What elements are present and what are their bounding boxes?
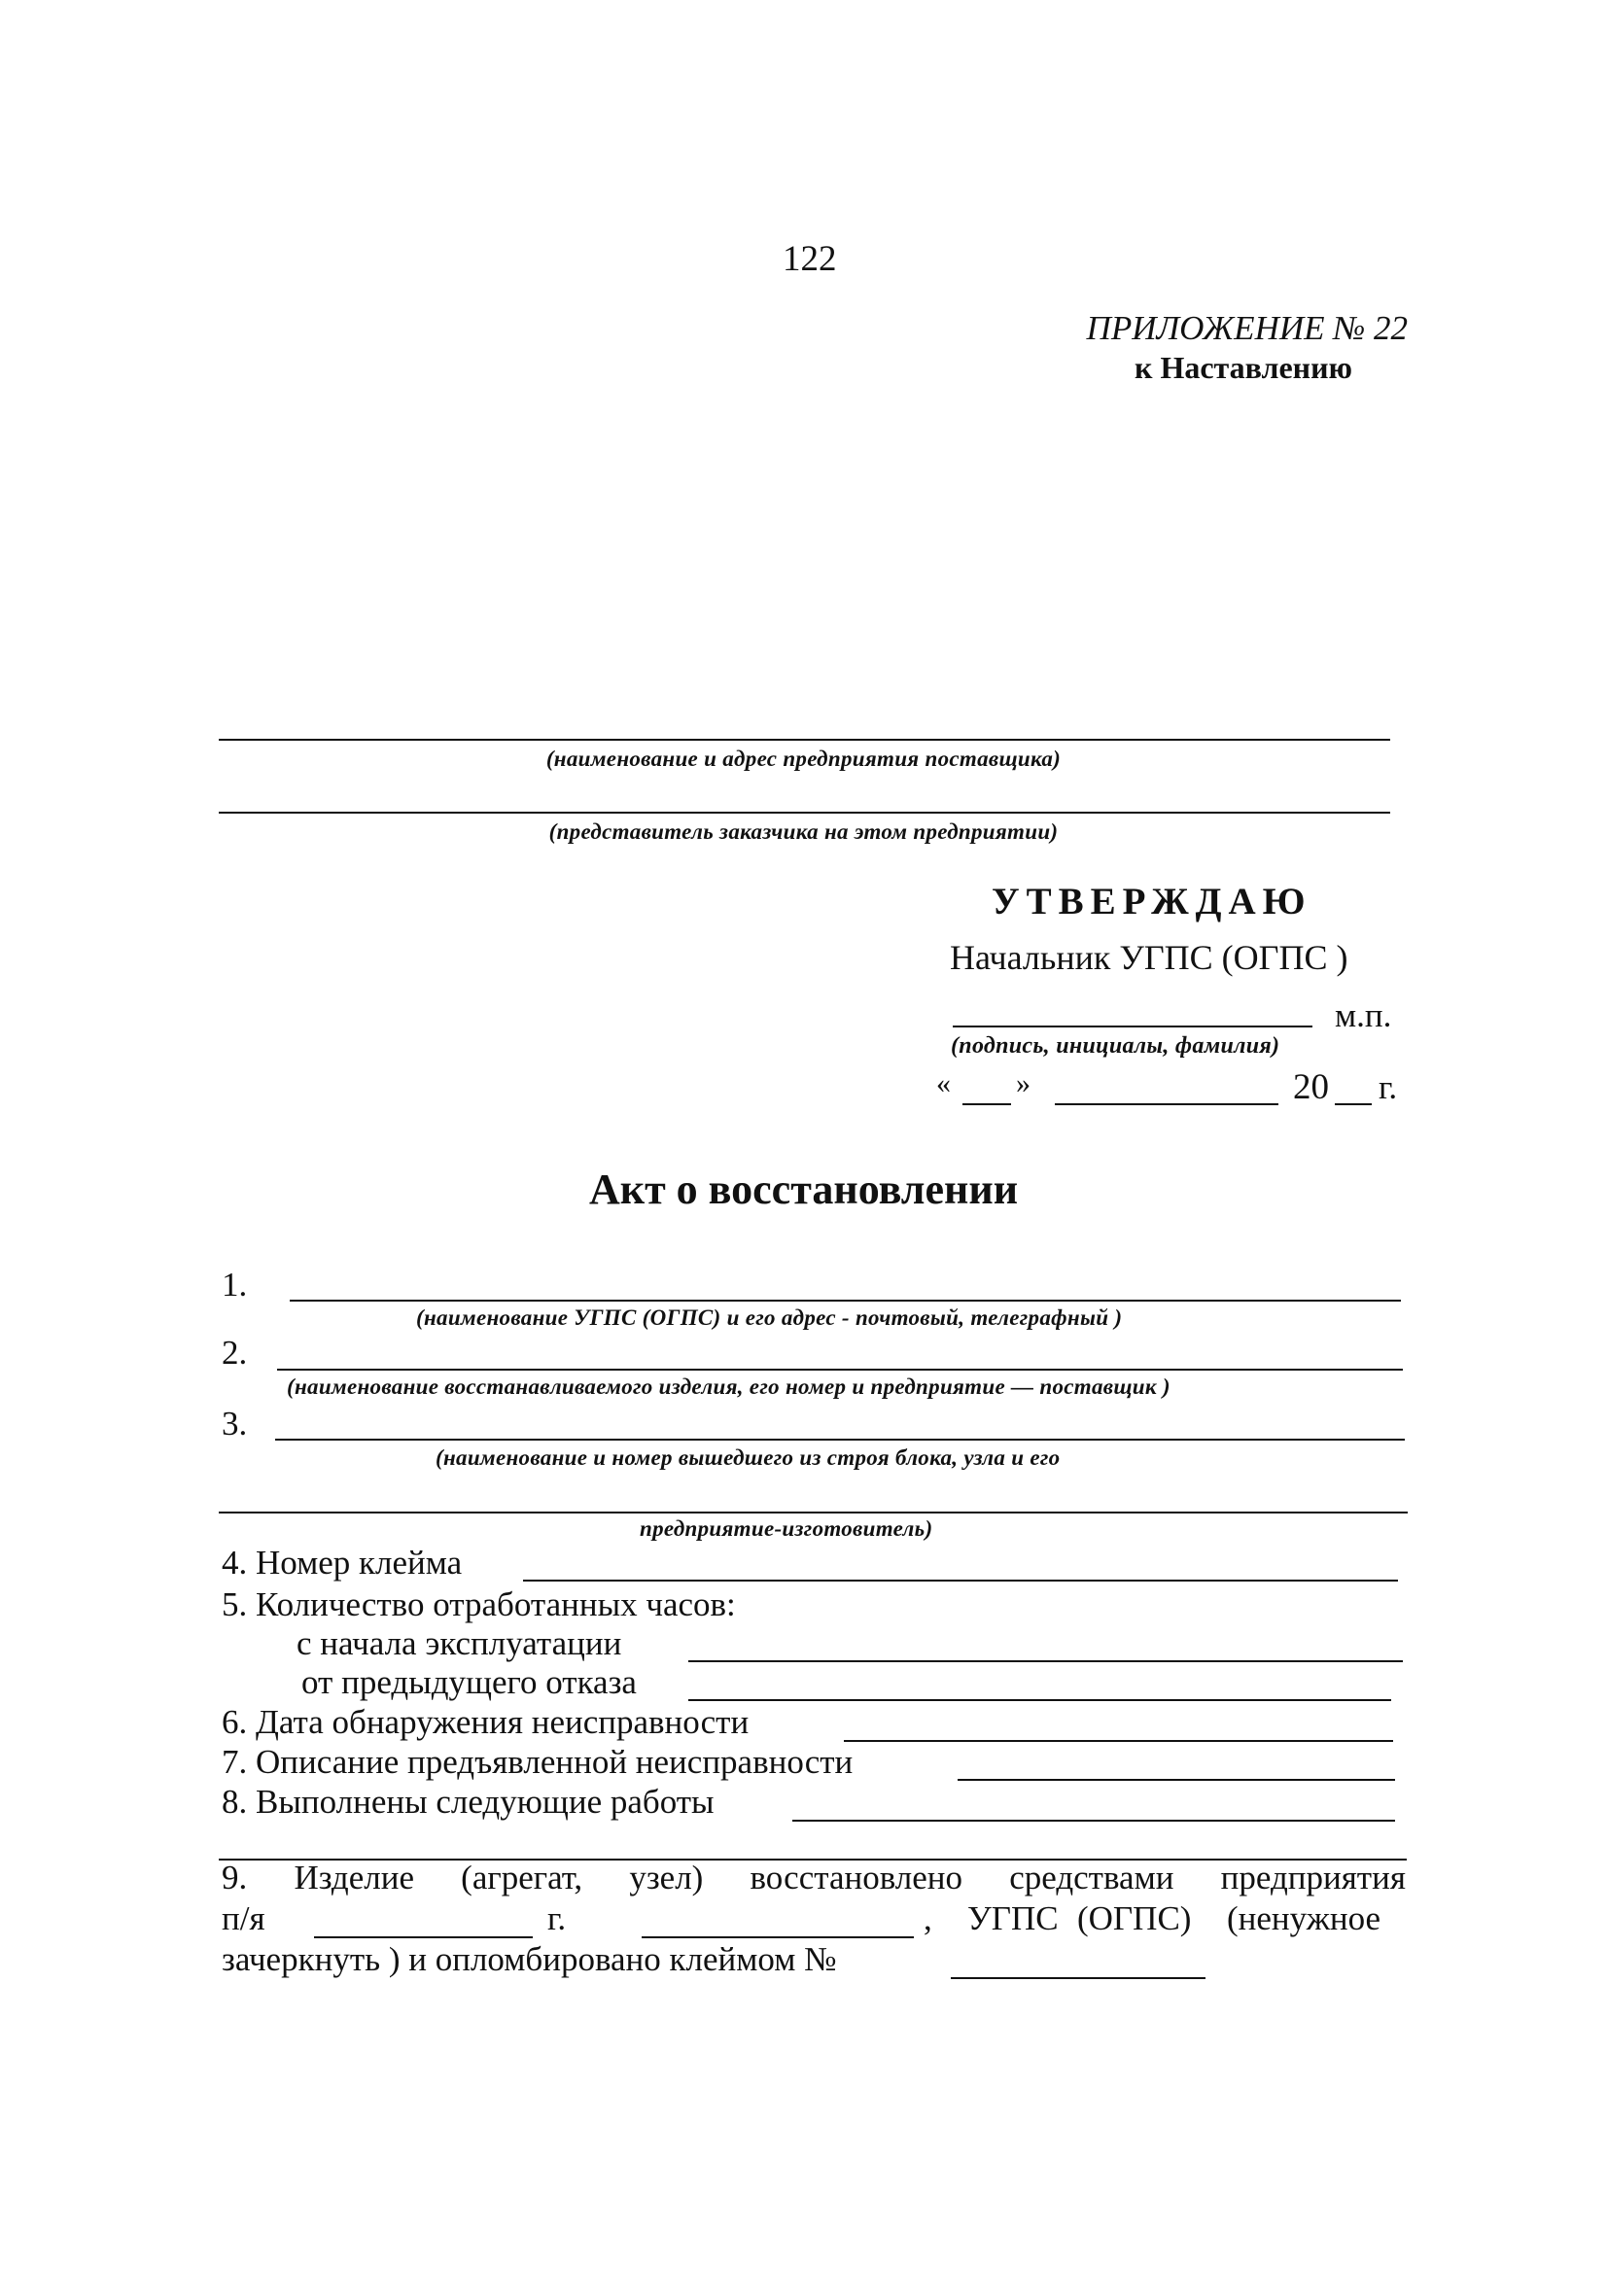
item-9-word: предприятия <box>1220 1859 1406 1896</box>
chief-position: Начальник УГПС (ОГПС ) <box>950 938 1348 977</box>
item-1-line[interactable] <box>290 1300 1401 1302</box>
item-6-label: 6. Дата обнаружения неисправности <box>222 1703 750 1741</box>
item-9-line-1 <box>222 1859 1406 1897</box>
item-3-caption-1: (наименование и номер вышедшего из строя блока, узла и его <box>436 1445 1061 1470</box>
item-9-py: п/я <box>222 1899 265 1937</box>
item-5b-line[interactable] <box>688 1699 1391 1701</box>
item-5a-label: с начала эксплуатации <box>297 1624 622 1662</box>
item-9-word: (агрегат, <box>461 1859 583 1896</box>
item-3-caption-2: предприятие-изготовитель) <box>640 1516 933 1541</box>
item-3-line-2[interactable] <box>219 1512 1408 1513</box>
item-5a-line[interactable] <box>688 1660 1403 1662</box>
item-9-ogps: (ОГПС) <box>1077 1899 1192 1937</box>
item-8-line[interactable] <box>792 1820 1395 1822</box>
item-2-line[interactable] <box>277 1369 1403 1371</box>
item-3-line[interactable] <box>275 1439 1405 1441</box>
item-9-ugps: УГПС <box>967 1899 1059 1937</box>
item-9-word: узел) <box>629 1859 704 1896</box>
item-9-unneeded: (ненужное <box>1227 1899 1381 1937</box>
year-prefix: 20 <box>1293 1067 1329 1107</box>
document-title: Акт о восстановлении <box>588 1165 1019 1213</box>
item-1-caption: (наименование УГПС (ОГПС) и его адрес - почтовый, телеграфный ) <box>416 1305 1123 1330</box>
item-9-word: восстановлено <box>750 1859 963 1896</box>
item-2-number: 2. <box>222 1334 248 1372</box>
item-9-comma: , <box>924 1899 932 1937</box>
supplier-name-caption: (наименование и адрес предприятия поставщика) <box>545 747 1062 771</box>
date-open-quote: « <box>936 1067 951 1099</box>
item-9-word: средствами <box>1009 1859 1174 1896</box>
item-7-label: 7. Описание предъявленной неисправности <box>222 1743 854 1781</box>
item-9-year-abbr: г. <box>547 1899 567 1937</box>
item-5-label: 5. Количество отработанных часов: <box>222 1585 736 1623</box>
year-suffix: г. <box>1379 1068 1398 1106</box>
page-number: 122 <box>783 239 837 279</box>
item-8-label: 8. Выполнены следующие работы <box>222 1783 715 1821</box>
customer-rep-caption: (представитель заказчика на этом предприятии) <box>548 819 1059 844</box>
month-line[interactable] <box>1055 1103 1278 1105</box>
item-7-line[interactable] <box>958 1779 1395 1781</box>
item-1-number: 1. <box>222 1266 248 1304</box>
signature-caption: (подпись, инициалы, фамилия) <box>951 1033 1280 1059</box>
item-5b-label: от предыдущего отказа <box>301 1663 637 1701</box>
item-4-line[interactable] <box>523 1580 1398 1582</box>
item-6-line[interactable] <box>844 1740 1393 1742</box>
item-9-line-3: зачеркнуть ) и опломбировано клеймом № <box>222 1940 837 1978</box>
date-close-quote: » <box>1016 1067 1031 1099</box>
item-9-word: Изделие <box>294 1859 414 1896</box>
item-4-label: 4. Номер клейма <box>222 1544 463 1582</box>
day-line[interactable] <box>962 1103 1011 1105</box>
item-3-number: 3. <box>222 1405 248 1443</box>
to-manual-label: к Наставлению <box>1135 350 1352 385</box>
item-9-py-line[interactable] <box>314 1936 533 1938</box>
approve-heading: УТВЕРЖДАЮ <box>992 881 1312 922</box>
item-2-caption: (наименование восстанавливаемого изделия, его номер и предприятие — поставщик ) <box>287 1374 1170 1399</box>
signature-line[interactable] <box>953 1026 1312 1027</box>
stamp-place: м.п. <box>1335 996 1392 1034</box>
supplier-name-line[interactable] <box>219 739 1390 741</box>
appendix-label: ПРИЛОЖЕНИЕ № 22 <box>1086 309 1408 347</box>
customer-rep-line[interactable] <box>219 812 1390 814</box>
item-9-word: 9. <box>222 1859 248 1896</box>
year-line[interactable] <box>1335 1103 1372 1105</box>
item-9-seal-line[interactable] <box>951 1977 1205 1979</box>
item-9-date-line[interactable] <box>642 1936 914 1938</box>
